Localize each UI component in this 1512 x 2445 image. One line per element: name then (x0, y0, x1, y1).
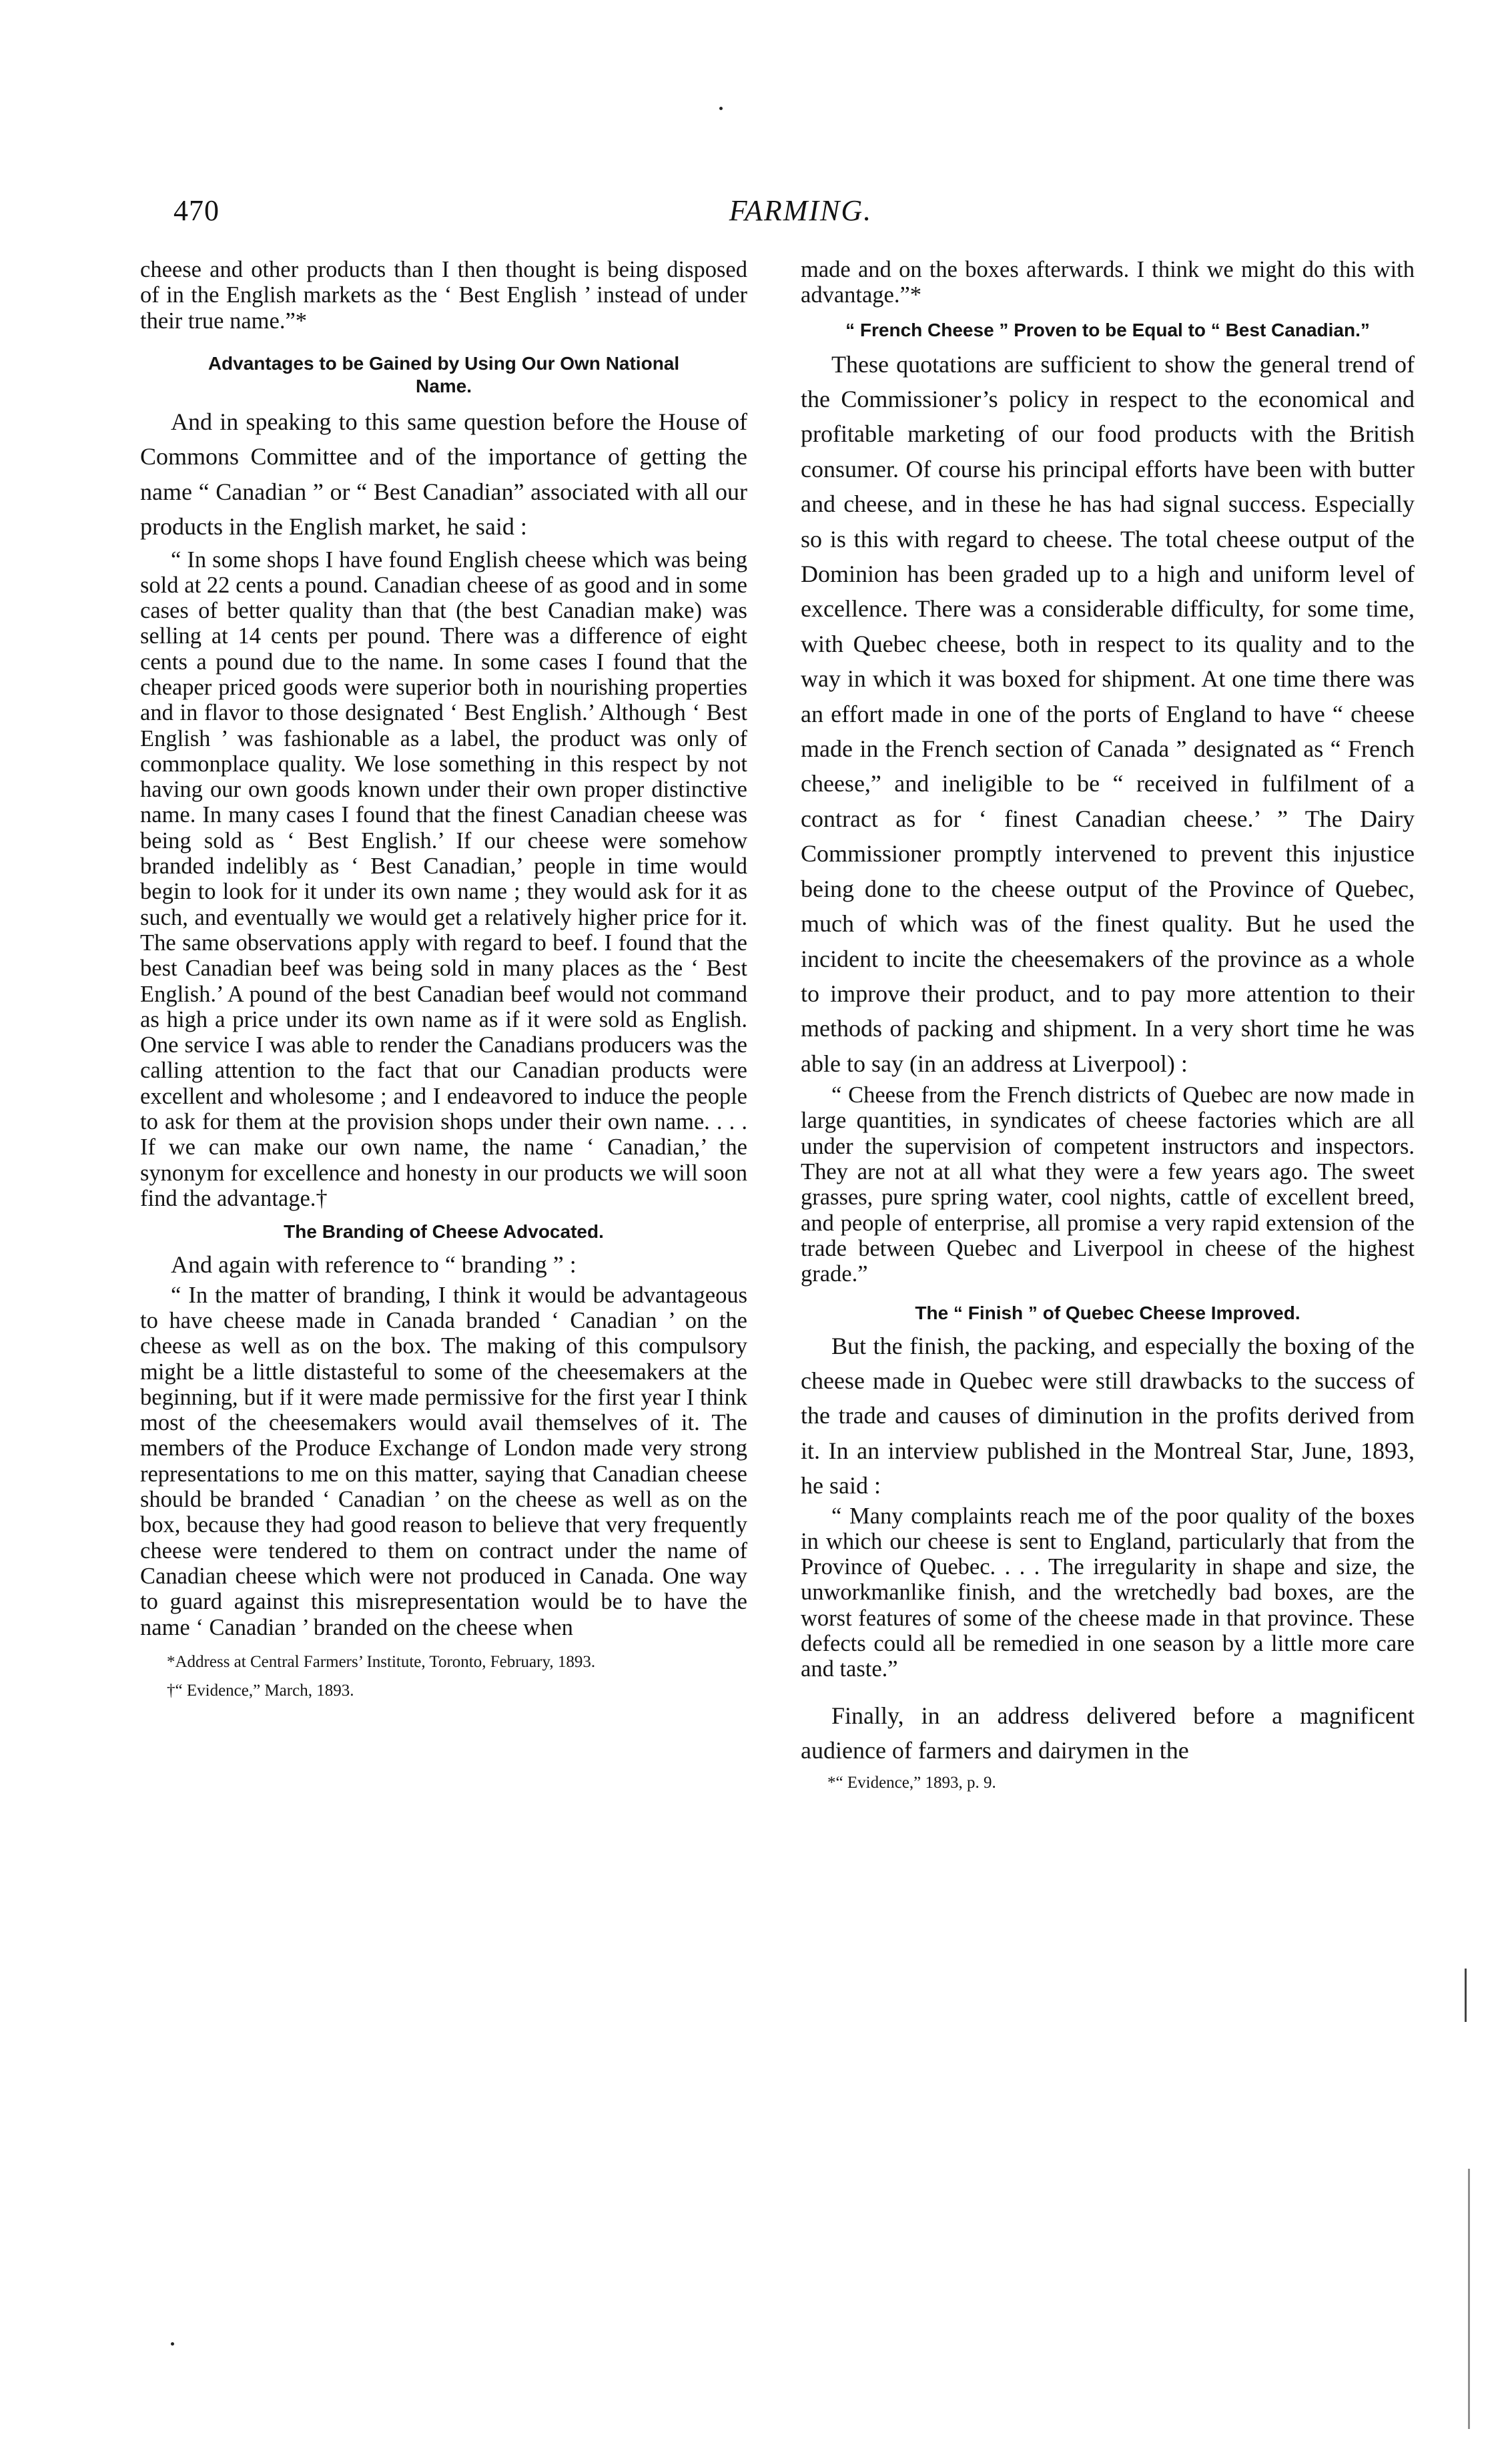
quotation: “ Cheese from the French districts of Quebec are now made in large quantities, in syndicates of cheese factories which are all under the supervision of competent instructors and inspectors. They are not at all what they were a few years ago. The sweet grasses, pure spring water, cool nights, cattle of excellent breed, and people of enterprise, all promise a very rapid extension of the trade between Quebec and Liverpool in cheese of the highest grade.” (801, 1082, 1415, 1287)
margin-mark (1465, 1969, 1467, 2022)
quotation: “ In the matter of branding, I think it would be advantageous to have cheese made in Canada branded ‘ Canadian ’ on the cheese as well as on the box. The making of this compulsory might be a little distasteful to some of the cheesemakers at the beginning, but if it were made permissive for the first year I think most of the cheesemakers would avail themselves of it. The members of the Produce Exchange of London made very strong representations to me on this matter, saying that Canadian cheese should be branded ‘ Canadian ’ on the cheese as well as on the box, because they had good reason to believe that very frequently cheese were tendered to them on contract under the name of Canadian cheese which were not produced in Canada. One way to guard against this misrepresentation would be to have the name ‘ Canadian ’ branded on the cheese when (140, 1282, 747, 1640)
paragraph: made and on the boxes afterwards. I think we might do this with advantage.”* (801, 257, 1415, 308)
quotation: “ In some shops I have found English cheese which was being sold at 22 cents a pound. Canadian cheese of as good and in some cases of better quality than that (the best Canadian make) was selling at 14 cents per pound. There was a difference of eight cents a pound due to the name. In some cases I found that the cheaper priced goods were superior both in nourishing properties and in flavor to those designated ‘ Best English.’ Although ‘ Best English ’ was fashionable as a label, the product was only of commonplace quality. We lose something in this respect by not having our own goods known under their own proper distinctive name. In many cases I found that the finest Canadian cheese was being sold as ‘ Best English.’ If our cheese were somehow branded indelibly as ‘ Best Canadian,’ people in time would begin to look for it under its own name ; they would ask for it as such, and eventually we would get a relatively higher price for it. The same observations apply with regard to beef. I found that the best Canadian beef was being sold in many places as the ‘ Best English.’ A pound of the best Canadian beef would not command as high a price under its own name as if it were sold as English. One service I was able to render the Canadians producers was the calling attention to the fact that our Canadian products were excellent and wholesome ; and I endeavored to induce the people to ask for them at the provision shops under their own name. . . . If we can make our own name, the name ‘ Canadian,’ the synonym for excellence and honesty in our products we will soon find the advantage.† (140, 547, 747, 1211)
footnote: †“ Evidence,” March, 1893. (167, 1681, 354, 1700)
footnote: *“ Evidence,” 1893, p. 9. (827, 1774, 996, 1792)
margin-mark (1468, 2169, 1470, 2429)
running-title: FARMING. (729, 194, 873, 227)
print-speck (719, 107, 723, 110)
paragraph: cheese and other products than I then thought is being disposed of in the English markets as the ‘ Best English ’ instead of under their true name.”* (140, 257, 747, 334)
paragraph: And again with reference to “ branding ” : (171, 1251, 577, 1279)
left-column (140, 257, 747, 1702)
right-column (801, 257, 1415, 1794)
paragraph: And in speaking to this same question before the House of Commons Committee and of the importance of getting the name “ Canadian ” or “ Best Canadian” associated with all our products in the English market, he said : (140, 408, 747, 541)
paragraph: Finally, in an address delivered before a magnificent audience of farmers and dairymen in the (801, 1702, 1415, 1764)
section-heading: The Branding of Cheese Advocated. (284, 1221, 604, 1243)
section-heading: Advantages to be Gained by Using Our Own National Name. (208, 352, 680, 396)
quotation: “ Many complaints reach me of the poor quality of the boxes in which our cheese is sent to England, particularly that from the Province of Quebec. . . . The irregularity in shape and size, the unworkmanlike finish, and the wretchedly bad boxes, are the worst features of some of the cheese made in that province. These defects could all be remedied in one season by a little more care and taste.” (801, 1503, 1415, 1682)
paragraph: These quotations are sufficient to show the general trend of the Commissioner’s policy in respect to the economical and profitable marketing of our food products with the British consumer. Of course his principal efforts have been with butter and cheese, and in these he has had signal success. Especially so is this with regard to cheese. The total cheese output of the Dominion has been graded up to a high and uniform level of excellence. There was a considerable difficulty, for some time, with Quebec cheese, both in respect to its quality and to the way in which it was boxed for shipment. At one time there was an effort made in one of the ports of England to have “ cheese made in the French section of Canada ” designated as “ French cheese,” and ineligible to be “ received in fulfilment of a contract as for ‘ finest Canadian cheese.’ ” The Dairy Commissioner promptly intervened to prevent this injustice being done to the cheese output of the Province of Quebec, much of which was of the finest quality. But he used the incident to incite the cheesemakers of the province as a whole to improve their product, and to pay more attention to their methods of packing and shipment. In a very short time he was able to say (in an address at Liverpool) : (801, 350, 1415, 1077)
page-number: 470 (173, 194, 220, 227)
print-speck (171, 2342, 174, 2346)
page-header (173, 194, 1428, 234)
section-heading: “ French Cheese ” Proven to be Equal to “ Best Canadian.” (845, 319, 1370, 340)
paragraph: But the finish, the packing, and especially the boxing of the cheese made in Quebec were still drawbacks to the success of the trade and causes of diminution in the profits derived from it. In an interview published in the Montreal Star, June, 1893, he said : (801, 1332, 1415, 1499)
section-heading: The “ Finish ” of Quebec Cheese Improved. (915, 1302, 1300, 1323)
footnote: *Address at Central Farmers’ Institute, Toronto, February, 1893. (167, 1652, 596, 1671)
